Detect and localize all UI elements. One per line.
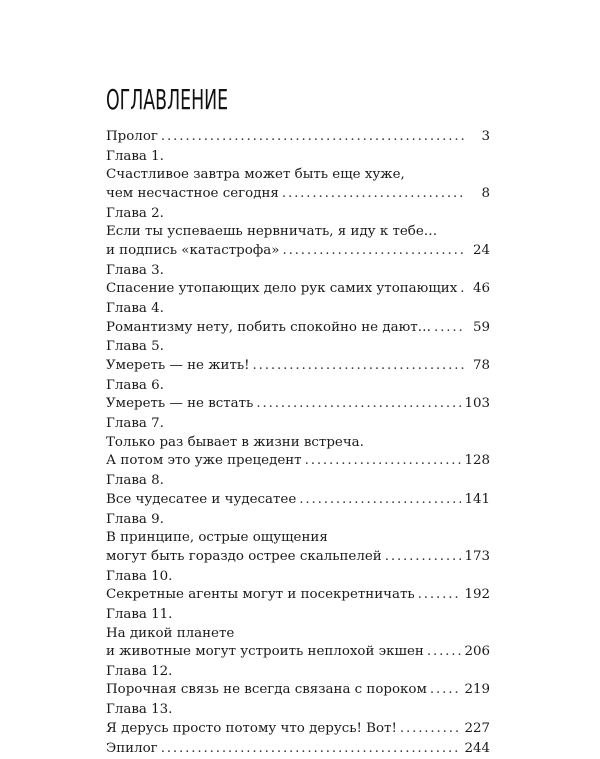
- dot-leader: [253, 357, 465, 376]
- toc-leader-line: [106, 720, 490, 739]
- page-number: 59: [472, 319, 490, 335]
- chapter-label: Глава 9.: [106, 511, 164, 527]
- dot-leader: [282, 242, 465, 261]
- chapter-title-line: могут быть гораздо острее скальпелей: [106, 548, 382, 564]
- toc-entry: [106, 338, 490, 375]
- dot-leader: [418, 586, 462, 605]
- chapter-title-line: Спасение утопающих дело рук самих утопающих: [106, 281, 458, 297]
- page-number: 8: [481, 185, 490, 201]
- page-number: 227: [464, 720, 490, 736]
- page-number: 128: [464, 453, 490, 469]
- page-number: 192: [464, 587, 490, 603]
- section-title: Эпилог: [106, 740, 158, 756]
- chapter-title-line: Умереть — не встать: [106, 396, 254, 412]
- toc-leader-line: [106, 643, 490, 662]
- chapter-title-line: А потом это уже прецедент: [106, 453, 302, 469]
- toc-entry: [106, 606, 490, 662]
- chapter-title-line: Романтизму нету, побить спокойно не дают…: [106, 319, 432, 335]
- chapter-title-line: и животные могут устроить неплохой экшен: [106, 644, 424, 660]
- chapter-title-line: В принципе, острые ощущения: [106, 530, 328, 546]
- toc-leader-line: [106, 185, 490, 204]
- dot-leader: [427, 643, 462, 662]
- toc-entry: [106, 663, 490, 700]
- toc-entry: [106, 262, 490, 299]
- chapter-title-line: Порочная связь не всегда связана с пороком: [106, 682, 427, 698]
- toc-leader-line: [106, 452, 490, 471]
- section-title: Пролог: [106, 129, 158, 144]
- chapter-label: Глава 5.: [106, 339, 164, 355]
- dot-leader: [460, 280, 465, 299]
- toc-entry: [106, 205, 490, 261]
- chapter-label: Глава 12.: [106, 663, 173, 679]
- chapter-title-line: чем несчастное сегодня: [106, 185, 279, 201]
- page-number: 78: [472, 358, 490, 374]
- chapter-label: Глава 2.: [106, 205, 164, 221]
- toc-entry: [106, 148, 490, 204]
- chapter-label: Глава 7.: [106, 416, 164, 432]
- toc-entry: [106, 511, 490, 567]
- page-number: 206: [464, 644, 490, 660]
- chapter-title-line: Все чудесатее и чудесатее: [106, 491, 297, 507]
- page-number: 141: [464, 491, 490, 507]
- toc-leader-line: [106, 740, 490, 759]
- toc-leader-line: [106, 586, 490, 605]
- page-number: 46: [472, 281, 490, 297]
- chapter-label: Глава 6.: [106, 377, 164, 393]
- toc-leader-line: [106, 128, 490, 147]
- dot-leader: [434, 319, 465, 338]
- toc-leader-line: [106, 548, 490, 567]
- page-number: 3: [481, 129, 490, 144]
- dot-leader: [282, 185, 465, 204]
- toc-leader-line: [106, 395, 490, 414]
- dot-leader: [161, 740, 462, 759]
- toc-leader-line: [106, 242, 490, 261]
- chapter-title-line: Если ты успеваешь нервничать, я иду к тебе…: [106, 224, 438, 240]
- chapter-label: Глава 13.: [106, 702, 173, 718]
- chapter-label: Глава 11.: [106, 606, 173, 622]
- toc-leader-line: [106, 319, 490, 338]
- dot-leader: [256, 395, 461, 414]
- chapter-label: Глава 1.: [106, 148, 164, 164]
- dot-leader: [161, 128, 465, 147]
- page-number: 103: [464, 396, 490, 412]
- chapter-label: Глава 8.: [106, 473, 164, 489]
- chapter-title-line: Секретные агенты могут и посекретничать: [106, 587, 415, 603]
- toc-entry: [106, 701, 490, 738]
- page-number: 244: [464, 740, 490, 756]
- chapter-label: Глава 4.: [106, 301, 164, 317]
- chapter-label: Глава 10.: [106, 568, 173, 584]
- toc-entry: [106, 568, 490, 605]
- dot-leader: [430, 681, 462, 700]
- toc-entry: [106, 415, 490, 471]
- toc-leader-line: [106, 357, 490, 376]
- toc-entry: [106, 128, 490, 147]
- toc-entry: [106, 300, 490, 337]
- toc-entry: [106, 472, 490, 509]
- dot-leader: [400, 720, 462, 739]
- toc-entry: [106, 377, 490, 414]
- chapter-title-line: и подпись «катастрофа»: [106, 242, 280, 258]
- toc-leader-line: [106, 280, 490, 299]
- chapter-title-line: Только раз бывает в жизни встреча.: [106, 434, 364, 450]
- chapter-title-line: На дикой планете: [106, 625, 235, 641]
- page-number: 24: [472, 242, 490, 258]
- dot-leader: [299, 491, 461, 510]
- toc-entry: [106, 740, 490, 759]
- table-of-contents: [106, 128, 490, 759]
- chapter-label: Глава 3.: [106, 262, 164, 278]
- chapter-title-line: Я дерусь просто потому что дерусь! Вот!: [106, 720, 397, 736]
- chapter-title-line: Умереть — не жить!: [106, 358, 250, 374]
- page-number: 173: [464, 548, 490, 564]
- chapter-title-line: Счастливое завтра может быть еще хуже,: [106, 167, 405, 183]
- page-number: 219: [464, 682, 490, 698]
- dot-leader: [305, 452, 462, 471]
- dot-leader: [385, 548, 462, 567]
- page-title: ОГЛАВЛЕНИЕ: [106, 83, 229, 116]
- toc-leader-line: [106, 491, 490, 510]
- toc-leader-line: [106, 681, 490, 700]
